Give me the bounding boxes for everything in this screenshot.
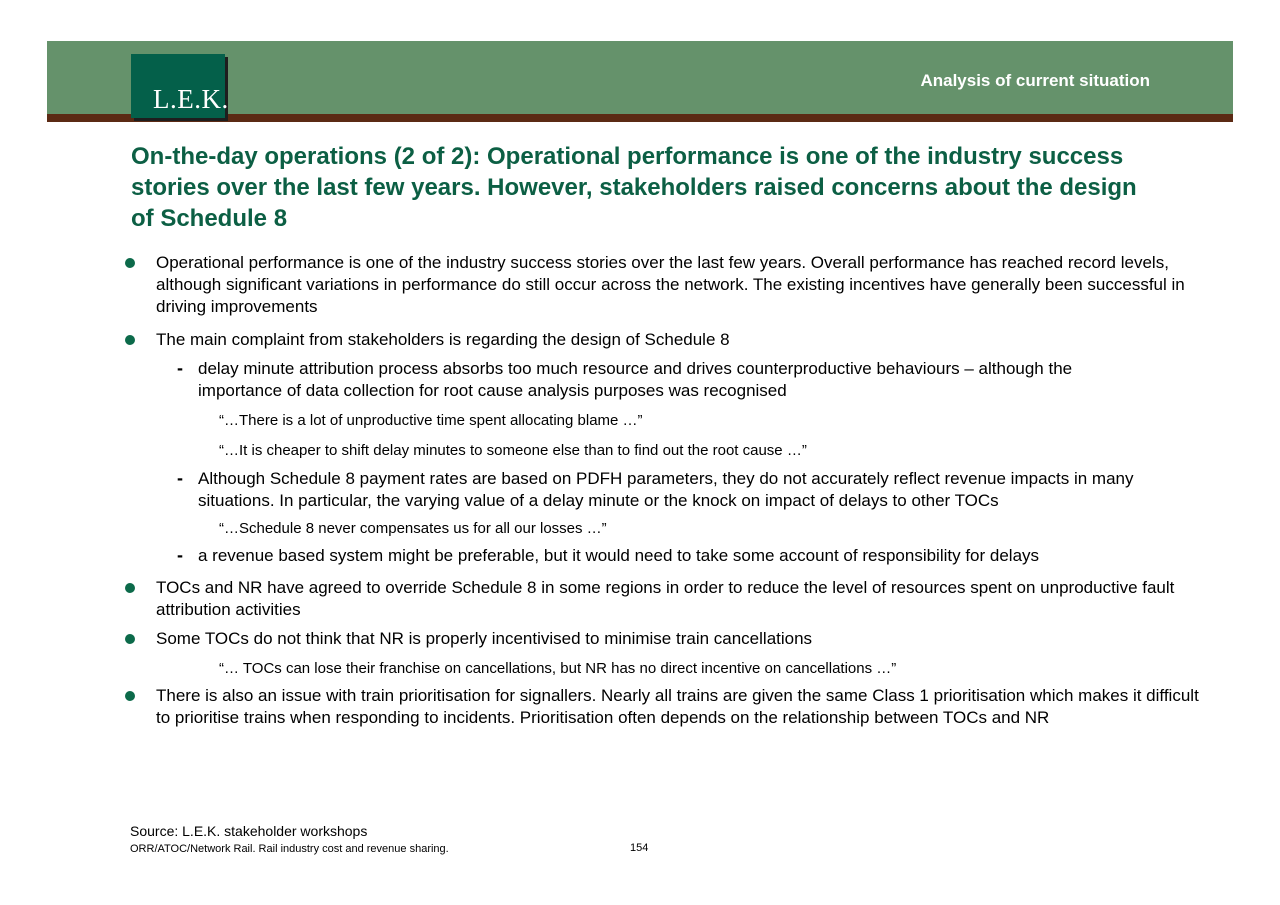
- sub-point-text: a revenue based system might be preferable, but it would need to take some account of responsibility for delays: [198, 546, 1040, 565]
- section-label: Analysis of current situation: [920, 71, 1150, 90]
- quote: “…It is cheaper to shift delay minutes to someone else than to find out the root cause …”: [219, 442, 807, 459]
- bullet-dot-icon: [125, 258, 135, 268]
- sub-point: [0, 358, 1280, 402]
- bullet-text: Operational performance is one of the industry success stories over the last few years. Overall performance has reached record levels, although significant variations in performance do still occur across the network. The existing incentives have generally been successful in driving improvements: [156, 253, 1185, 316]
- source-note: Source: L.E.K. stakeholder workshops: [130, 823, 368, 839]
- content-body: [0, 252, 1280, 729]
- dash-icon: -: [177, 545, 183, 565]
- quote: “…Schedule 8 never compensates us for all our losses …”: [219, 520, 607, 537]
- bullet-item: [0, 577, 1280, 621]
- bullet-text: The main complaint from stakeholders is regarding the design of Schedule 8: [156, 330, 730, 349]
- bullet-item: [0, 685, 1280, 729]
- sub-point-text: Although Schedule 8 payment rates are based on PDFH parameters, they do not accurately reflect revenue impacts in many situations. In particular, the varying value of a delay minute or the knock on impact of delays to other TOCs: [198, 469, 1134, 510]
- bullet-dot-icon: [125, 335, 135, 345]
- sub-point: [0, 545, 1280, 567]
- bullet-item: [0, 628, 1280, 650]
- bullet-dot-icon: [125, 691, 135, 701]
- slide-title: On-the-day operations (2 of 2): Operational performance is one of the industry success stories over the last few years. However, stakeholders raised concerns about the design of Schedule 8: [131, 143, 1137, 232]
- bullet-text: TOCs and NR have agreed to override Schedule 8 in some regions in order to reduce the level of resources spent on unproductive fault attribution activities: [156, 578, 1175, 619]
- bullet-text: Some TOCs do not think that NR is properly incentivised to minimise train cancellations: [156, 629, 813, 648]
- quote: “… TOCs can lose their franchise on cancellations, but NR has no direct incentive on cancellations …”: [219, 660, 897, 677]
- quote: “…There is a lot of unproductive time spent allocating blame …”: [219, 412, 643, 429]
- bullet-text: There is also an issue with train prioritisation for signallers. Nearly all trains are given the same Class 1 prioritisation which makes it difficult to prioritise trains when responding to incidents. Prioritisation often depends on the relationship between TOCs and NR: [156, 686, 1199, 727]
- page-number: 154: [630, 842, 649, 854]
- document-title: ORR/ATOC/Network Rail. Rail industry cost and revenue sharing.: [130, 843, 449, 855]
- sub-point: [0, 468, 1280, 512]
- dash-icon: -: [177, 358, 183, 378]
- logo-text: L.E.K.: [153, 84, 229, 114]
- bullet-dot-icon: [125, 583, 135, 593]
- sub-point-text: delay minute attribution process absorbs too much resource and drives counterproductive behaviours – although the importance of data collection for root cause analysis purposes was recognised: [198, 359, 1073, 400]
- bullet-dot-icon: [125, 634, 135, 644]
- lek-logo: [131, 54, 229, 118]
- bullet-item: [0, 329, 1280, 351]
- dash-icon: -: [177, 468, 183, 488]
- bullet-item: [0, 252, 1280, 318]
